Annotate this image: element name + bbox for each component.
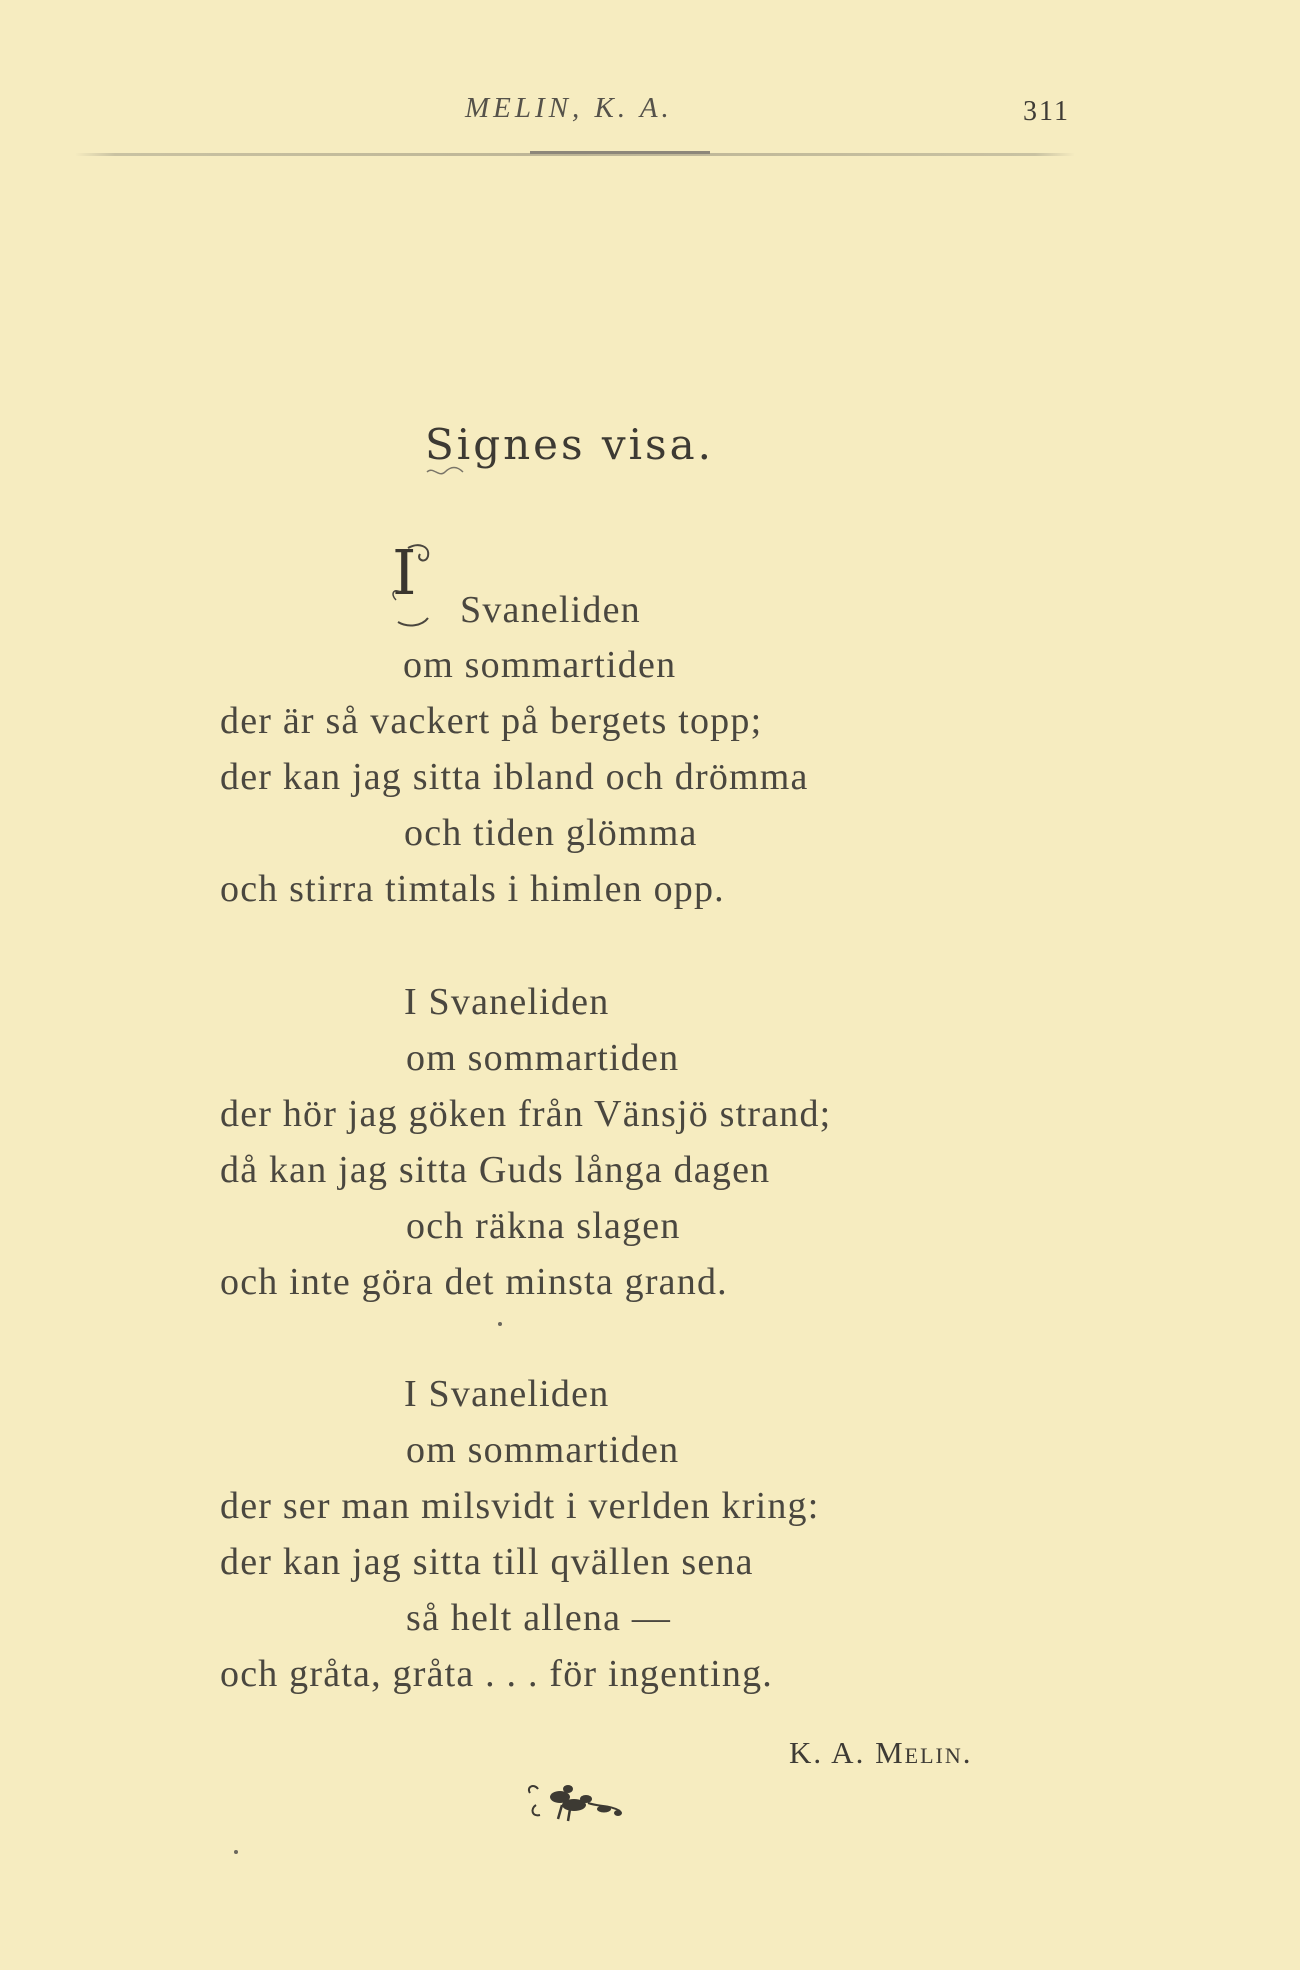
stanza-1-line-1: Svaneliden — [460, 589, 641, 631]
flourish-ornament-icon — [425, 466, 465, 482]
stanza-2-line-6: och inte göra det minsta grand. — [220, 1261, 728, 1303]
stanza-3-line-4: der kan jag sitta till qvällen sena — [220, 1541, 754, 1583]
stanza-3-line-5: så helt allena — — [406, 1597, 672, 1639]
header-rule-accent — [530, 151, 710, 154]
stanza-2-line-4: då kan jag sitta Guds långa dagen — [220, 1149, 771, 1191]
poem-title-text: Signes visa. — [425, 420, 715, 469]
stanza-3-line-6: och gråta, gråta . . . för ingenting. — [220, 1653, 774, 1695]
stanza-2-line-3: der hör jag göken från Vänsjö strand; — [220, 1093, 832, 1135]
ink-speck — [498, 1322, 502, 1326]
stanza-2-line-2: om sommartiden — [406, 1037, 680, 1079]
stanza-2-line-5: och räkna slagen — [406, 1205, 681, 1247]
page-number: 311 — [1023, 96, 1070, 127]
poem-title — [425, 420, 714, 469]
stanza-1-line-4: der kan jag sitta ibland och drömma — [220, 756, 809, 798]
author-signature: K. A. Melin. — [789, 1735, 973, 1770]
ink-speck — [234, 1850, 238, 1854]
drop-cap: I — [392, 536, 417, 609]
stanza-1-line-2: om sommartiden — [403, 644, 677, 686]
stanza-1-line-3: der är så vackert på bergets topp; — [220, 700, 763, 742]
stanza-2-line-1: I Svaneliden — [404, 981, 610, 1023]
floral-tailpiece-icon — [522, 1775, 632, 1825]
running-head: MELIN, K. A. — [465, 92, 673, 124]
stanza-1-line-6: och stirra timtals i himlen opp. — [220, 868, 725, 910]
stanza-3-line-1: I Svaneliden — [404, 1373, 610, 1415]
swirl-ornament-icon — [388, 536, 438, 630]
stanza-1-line-5: och tiden glömma — [404, 812, 698, 854]
stanza-3-line-2: om sommartiden — [406, 1429, 680, 1471]
stanza-3-line-3: der ser man milsvidt i verlden kring: — [220, 1485, 820, 1527]
